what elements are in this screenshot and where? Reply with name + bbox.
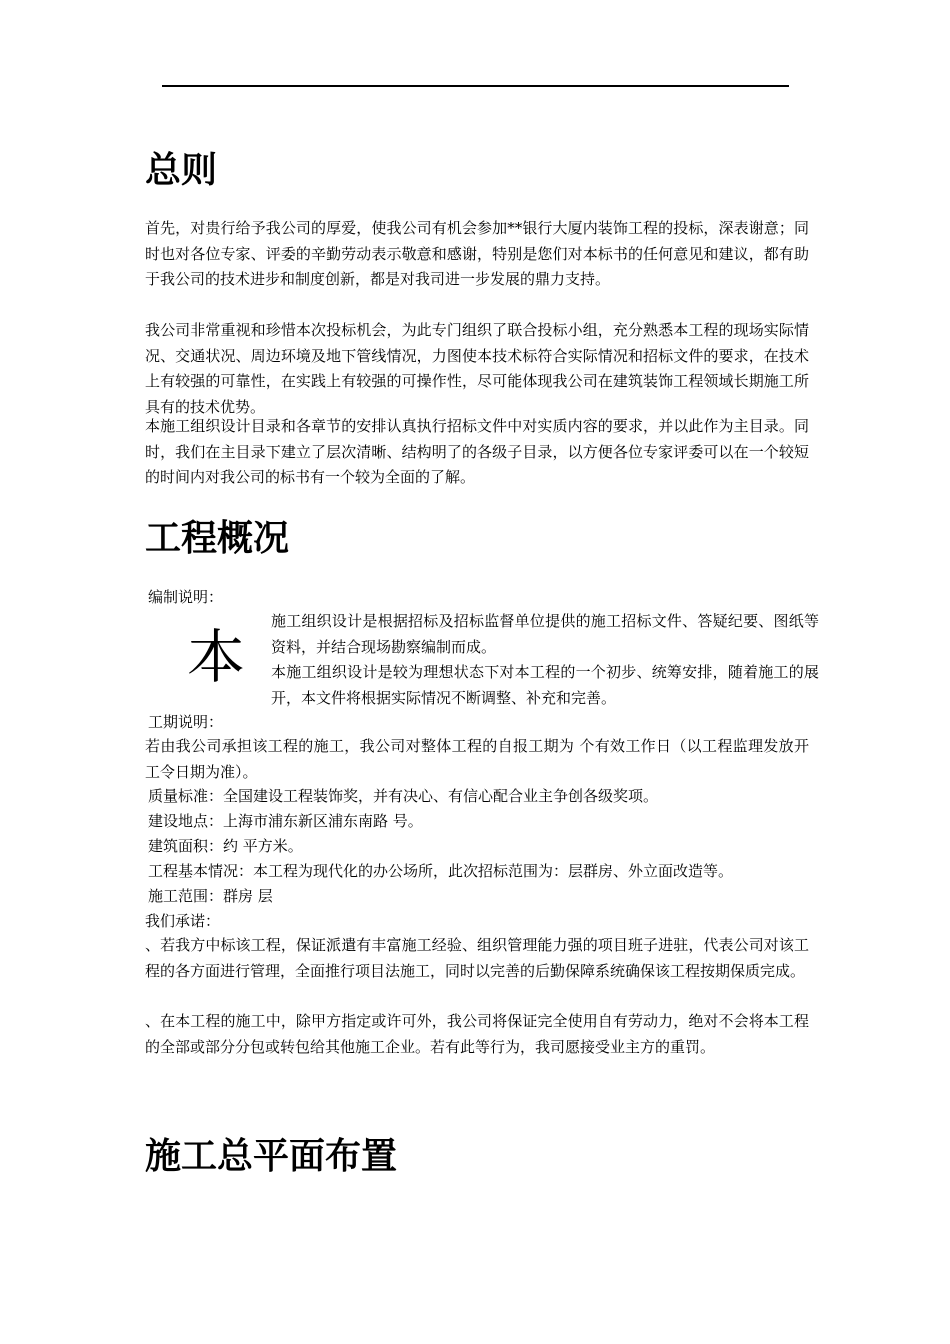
section-title-overview: 工程概况 (145, 518, 290, 559)
compile-label: 编制说明： (148, 588, 224, 606)
dropcap-character: 本 (187, 623, 246, 691)
general-paragraph-2: 我公司非常重视和珍惜本次投标机会，为此专门组织了联合投标小组，充分熟悉本工程的现场实际情况、交通状况、周边环境及地下管线情况，力图使本技术标符合实际情况和招标文件的要求，在技术上有较强的可靠性，在实践上有较强的可操作性，尽可能体现我公司在建筑装饰工程领域长期施工所具有的技术优势。 (145, 321, 809, 416)
promise-1: 、若我方中标该工程，保证派遣有丰富施工经验、组织管理能力强的项目班子进驻，代表公司对该工程的各方面进行管理，全面推行项目法施工，同时以完善的后勤保障系统确保该工程按期保质完成。 (145, 936, 809, 980)
general-paragraph-3: 本施工组织设计目录和各章节的安排认真执行招标文件中对实质内容的要求，并以此作为主目录。同时，我们在主目录下建立了层次清晰、结构明了的各级子目录，以方便各位专家评委可以在一个较短的时间内对我公司的标书有一个较为全面的了解。 (145, 417, 809, 486)
quality-standard: 质量标准：全国建设工程装饰奖，并有决心、有信心配合业主争创各级奖项。 (148, 787, 659, 805)
construction-location: 建设地点：上海市浦东新区浦东南路 号。 (148, 812, 423, 830)
project-basic-info: 工程基本情况：本工程为现代化的办公场所，此次招标范围为：层群房、外立面改造等。 (148, 862, 734, 880)
compile-paragraph-1: 施工组织设计是根据招标及招标监督单位提供的施工招标文件、答疑纪要、图纸等资料，并结合现场勘察编制而成。 (271, 612, 819, 656)
schedule-label: 工期说明： (148, 713, 224, 731)
general-paragraph-1: 首先，对贵行给予我公司的厚爱，使我公司有机会参加**银行大厦内装饰工程的投标，深表谢意；同时也对各位专家、评委的辛勤劳动表示敬意和感谢，特别是您们对本标书的任何意见和建议，都有助于我公司的技术进步和制度创新，都是对我司进一步发展的鼎力支持。 (145, 219, 809, 288)
section-title-general: 总则 (145, 150, 218, 191)
section-title-site-layout: 施工总平面布置 (145, 1136, 398, 1177)
schedule-text: 若由我公司承担该工程的施工，我公司对整体工程的自报工期为 个有效工作日（以工程监理发放开工令日期为准）。 (145, 737, 809, 781)
construction-scope: 施工范围：群房 层 (148, 887, 273, 905)
building-area: 建筑面积：约 平方米。 (148, 837, 303, 855)
compile-paragraph-2: 本施工组织设计是较为理想状态下对本工程的一个初步、统筹安排，随着施工的展开，本文件将根据实际情况不断调整、补充和完善。 (271, 663, 819, 707)
header-rule (162, 85, 789, 87)
promise-label: 我们承诺： (145, 912, 221, 930)
promise-2: 、在本工程的施工中，除甲方指定或许可外，我公司将保证完全使用自有劳动力，绝对不会将本工程的全部或部分分包或转包给其他施工企业。若有此等行为，我司愿接受业主方的重罚。 (145, 1012, 809, 1056)
